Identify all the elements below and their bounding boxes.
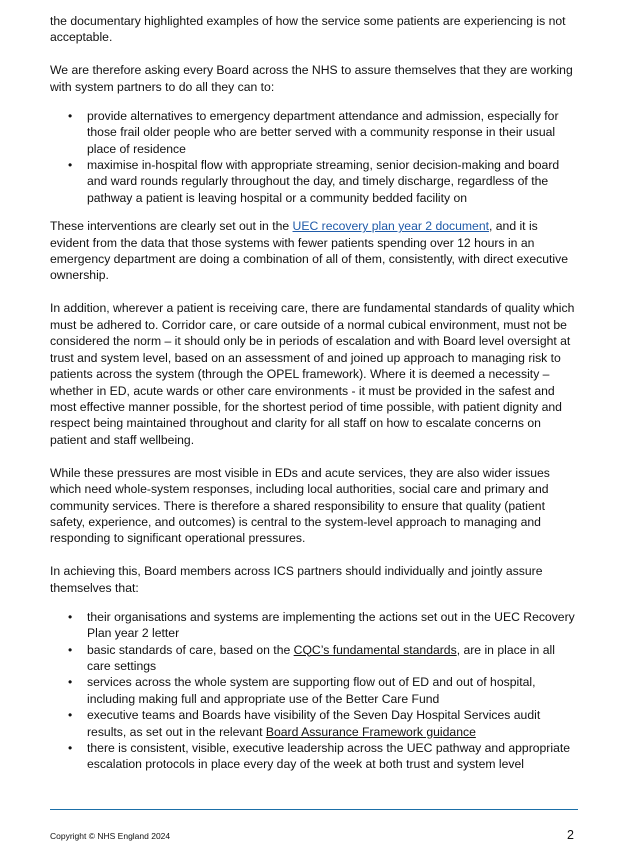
text: executive teams and Boards have visibility of the Seven Day Hospital Services audit results, as set out in the relevant (87, 708, 541, 739)
list-item (87, 642, 580, 675)
text: , are in place in all care settings (87, 642, 555, 673)
list-item: • provide alternatives to emergency department attendance and admission, especially for those frail older people who are better served with a community response in their usual place of residence (87, 108, 580, 157)
list-item: • their organisations and systems are implementing the actions set out in the UEC Recovery Plan year 2 letter (87, 609, 580, 642)
list-item: • services across the whole system are supporting flow out of ED and out of hospital, including making full and appropriate use of the Better Care Fund (87, 674, 580, 707)
footer-divider (50, 809, 578, 810)
cqc-standards-link[interactable]: CQC’s fundamental standards (293, 642, 457, 657)
document-body (50, 13, 580, 785)
list-item: • there is consistent, visible, executive leadership across the UEC pathway and appropriate escalation protocols in place every day of the week at both trust and system level (87, 740, 580, 773)
paragraph-pressures: While these pressures are most visible in EDs and acute services, they are also wider issues which need whole-system responses, including local authorities, social care and primary and community services. There is therefore a shared responsibility to ensure that quality (patient safety, experience, and outcomes) is central to the system-level approach to managing and responding to significant operational pressures. (50, 465, 550, 546)
board-assurance-framework-link[interactable]: Board Assurance Framework guidance (265, 724, 476, 739)
footer-copyright: Copyright © NHS England 2024 (50, 831, 171, 841)
page-number: 2 (567, 828, 574, 842)
paragraph-documentary: the documentary highlighted examples of how the service some patients are experiencing is not acceptable. (50, 14, 566, 45)
text: These interventions are clearly set out in the (50, 219, 293, 234)
assurance-list (50, 609, 580, 773)
paragraph-board-ask: We are therefore asking every Board across the NHS to assure themselves that they are working with system partners to do all they can to: (50, 63, 573, 94)
list-item: • maximise in-hospital flow with appropriate streaming, senior decision-making and board and ward rounds regularly throughout the day, and timely discharge, regardless of the pathway a patient is leaving hospital or a community bedded facility on (87, 157, 580, 206)
list-item (87, 707, 580, 740)
text: basic standards of care, based on the (87, 642, 294, 657)
actions-list (50, 108, 580, 206)
uec-recovery-plan-link[interactable]: UEC recovery plan year 2 document (292, 219, 489, 234)
text: , and it is evident from the data that those systems with fewer patients spending over 12 hours in an emergency department are doing a combination of all of them, consistently, with direct executive ownership. (50, 219, 569, 283)
paragraph-standards: In addition, wherever a patient is receiving care, there are fundamental standards of quality which must be adhered to. Corridor care, or care outside of a normal cubical environment, must not be considered the norm – it should only be in periods of escalation and with Board level oversight at trust and system level, based on an assessment of and joined up approach to managing risk to patients across the system (through the OPEL framework). Where it is deemed a necessity – whether in ED, acute wards or other care environments - it must be provided in the safest and most effective manner possible, for the shortest period of time possible, with patient dignity and respect being maintained throughout and clarity for all staff on how to escalate concerns on patient and staff wellbeing. (50, 301, 575, 447)
paragraph-achieving: In achieving this, Board members across ICS partners should individually and jointly assure themselves that: (50, 564, 543, 595)
paragraph-interventions (50, 218, 580, 284)
